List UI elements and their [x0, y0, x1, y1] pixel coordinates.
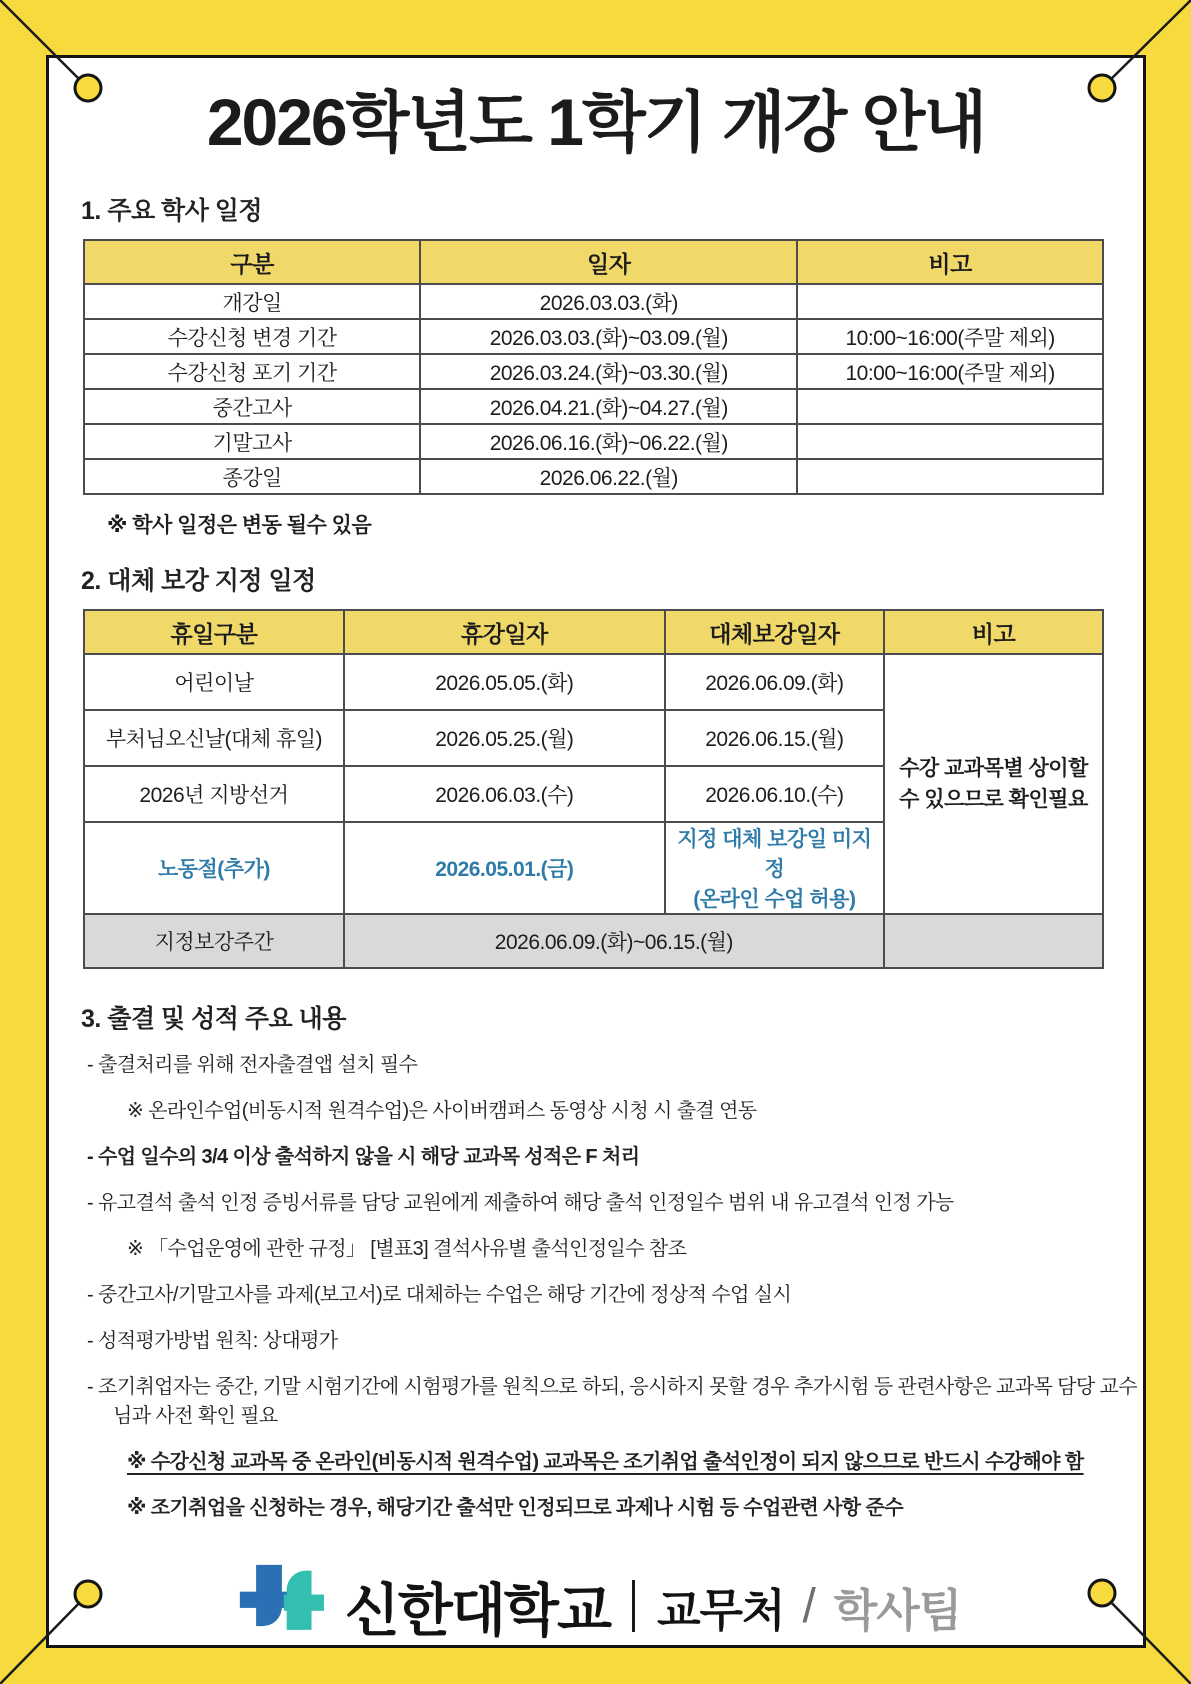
col-header-category: 구분: [84, 240, 420, 284]
logo-slash: /: [802, 1579, 816, 1633]
cell-date: 2026.04.21.(화)~04.27.(월): [420, 389, 797, 424]
table-row: [84, 389, 1103, 424]
cell-remark: 10:00~16:00(주말 제외): [797, 354, 1103, 389]
university-name: 신한대학교: [344, 1579, 611, 1644]
team-name: 학사팀: [833, 1584, 962, 1636]
col-header-makeup-date: 대체보강일자: [665, 610, 884, 654]
table-row: [84, 424, 1103, 459]
cell-makeup-date: 2026.06.10.(수): [665, 766, 884, 822]
makeup-note-line2: (온라인 수업 허용): [693, 888, 856, 912]
cell-remark: [797, 389, 1103, 424]
section1-heading: 1. 주요 학사 일정: [81, 197, 263, 226]
notes-list: [87, 1051, 1137, 1523]
cell-date: 2026.03.03.(화)~03.09.(월): [420, 319, 797, 354]
table-header-row: [84, 610, 1103, 654]
cell-category: 기말고사: [84, 424, 420, 459]
cell-date: 2026.03.24.(화)~03.30.(월): [420, 354, 797, 389]
cell-remark-empty: [884, 914, 1103, 968]
cell-makeup-date: 2026.06.09.(화): [665, 654, 884, 710]
shinhan-university-logo-icon: [231, 1563, 329, 1649]
cell-holiday: 노동절(추가): [84, 822, 344, 914]
makeup-note-line1: 지정 대체 보강일 미지정: [677, 828, 872, 882]
poster-title: 2026학년도 1학기 개강 안내: [206, 85, 986, 159]
cell-cancel-date: 2026.06.03.(수): [344, 766, 665, 822]
cell-date: 2026.06.16.(화)~06.22.(월): [420, 424, 797, 459]
table-row: [84, 654, 1103, 710]
col-header-remark: 비고: [797, 240, 1103, 284]
table-row-makeup-week: [84, 914, 1103, 968]
logo-divider: [632, 1580, 635, 1632]
makeup-class-table: [83, 609, 1104, 969]
table-row: [84, 354, 1103, 389]
note-item: ※ 온라인수업(비동시적 원격수업)은 사이버캠퍼스 동영상 시청 시 출결 연동: [127, 1100, 757, 1123]
cell-category: 수강신청 포기 기간: [84, 354, 420, 389]
schedule-footnote: ※ 학사 일정은 변동 될수 있음: [107, 514, 372, 538]
section2-heading: 2. 대체 보강 지정 일정: [81, 567, 316, 596]
col-header-remark: 비고: [884, 610, 1103, 654]
cell-category: 중간고사: [84, 389, 420, 424]
note-item: - 중간고사/기말고사를 과제(보고서)로 대체하는 수업은 해당 기간에 정상적 수업 실시: [87, 1284, 792, 1307]
footer-logo: [73, 1563, 1119, 1649]
col-header-date: 일자: [420, 240, 797, 284]
academic-schedule-table: [83, 239, 1104, 495]
cell-holiday: 2026년 지방선거: [84, 766, 344, 822]
table-row: [84, 284, 1103, 319]
cell-category: 수강신청 변경 기간: [84, 319, 420, 354]
table-row: [84, 459, 1103, 494]
cell-holiday: 부처님오신날(대체 휴일): [84, 710, 344, 766]
department-name: 교무처: [657, 1584, 785, 1636]
col-header-cancel-date: 휴강일자: [344, 610, 665, 654]
table-row: [84, 319, 1103, 354]
cell-category: 종강일: [84, 459, 420, 494]
cell-remark: [797, 424, 1103, 459]
cell-makeup-date: [665, 822, 884, 914]
cell-makeup-date: 2026.06.15.(월): [665, 710, 884, 766]
note-item: - 유고결석 출석 인정 증빙서류를 담당 교원에게 제출하여 해당 출석 인정일수 범위 내 유고결석 인정 가능: [87, 1192, 954, 1215]
note-item: - 수업 일수의 3/4 이상 출석하지 않을 시 해당 교과목 성적은 F 처리: [87, 1146, 640, 1169]
cell-cancel-date: 2026.05.25.(월): [344, 710, 665, 766]
cell-holiday: 지정보강주간: [84, 914, 344, 968]
note-item: ※ 조기취업을 신청하는 경우, 해당기간 출석만 인정되므로 과제나 시험 등 수업관련 사항 준수: [127, 1497, 903, 1520]
note-item: - 성적평가방법 원칙: 상대평가: [87, 1330, 338, 1353]
note-item: ※ 「수업운영에 관한 규정」 [별표3] 결석사유별 출석인정일수 참조: [127, 1238, 687, 1261]
cell-remark: [797, 284, 1103, 319]
table-header-row: [84, 240, 1103, 284]
note-item: - 조기취업자는 중간, 기말 시험기간에 시험평가를 원칙으로 하되, 응시하지 못할 경우 추가시험 등 관련사항은 교과목 담당 교수님과 사전 확인 필요: [87, 1376, 1137, 1428]
cell-category: 개강일: [84, 284, 420, 319]
section3-heading: 3. 출결 및 성적 주요 내용: [81, 1005, 346, 1034]
cell-cancel-date: 2026.05.05.(화): [344, 654, 665, 710]
poster-panel: [46, 55, 1146, 1648]
cell-date: 2026.06.22.(월): [420, 459, 797, 494]
cell-remark: 10:00~16:00(주말 제외): [797, 319, 1103, 354]
cell-remark: [797, 459, 1103, 494]
col-header-holiday: 휴일구분: [84, 610, 344, 654]
cell-period-merged: 2026.06.09.(화)~06.15.(월): [344, 914, 884, 968]
cell-holiday: 어린이날: [84, 654, 344, 710]
note-item: ※ 수강신청 교과목 중 온라인(비동시적 원격수업) 교과목은 조기취업 출석인정이 되지 않으므로 반드시 수강해야 함: [127, 1451, 1084, 1474]
cell-remark-merged: 수강 교과목별 상이할 수 있으므로 확인필요: [884, 654, 1103, 914]
cell-cancel-date: 2026.05.01.(금): [344, 822, 665, 914]
cell-date: 2026.03.03.(화): [420, 284, 797, 319]
note-item: - 출결처리를 위해 전자출결앱 설치 필수: [87, 1054, 418, 1077]
